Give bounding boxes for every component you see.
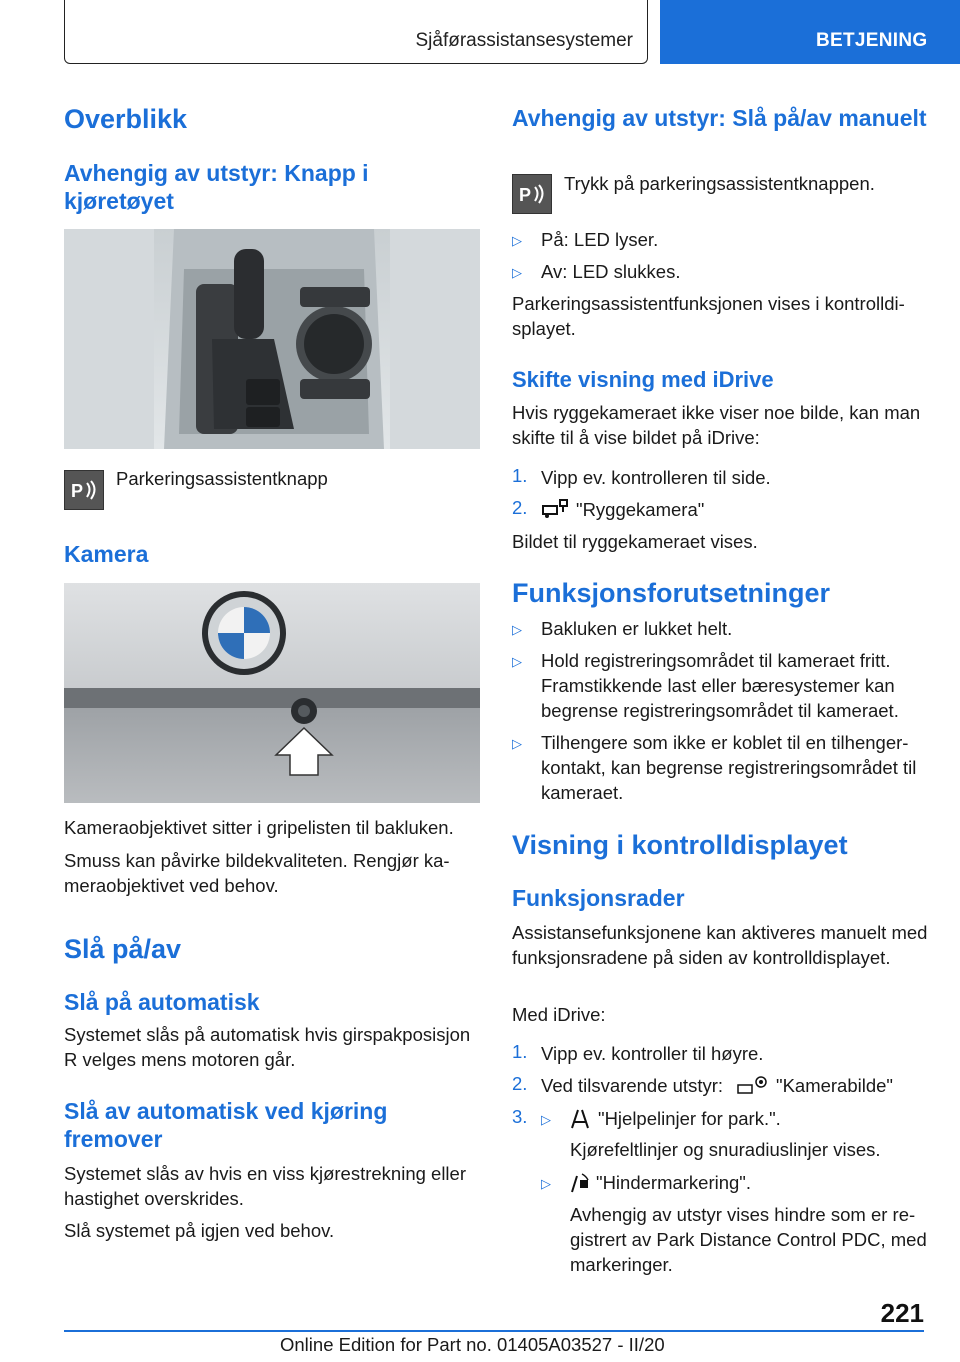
list-item: "Hindermarkering". — [596, 1172, 752, 1193]
triangle-bullet-icon: ▷ — [512, 654, 522, 669]
triangle-bullet-icon: ▷ — [541, 1176, 551, 1191]
step-number: 2. — [512, 497, 528, 518]
paragraph-funksjonsrader: Assistansefunksjonene kan aktiveres manuelt med funksjonsradene på siden av kontrolldisplayet. — [512, 922, 928, 968]
heading-av-automatisk: Slå av automatisk ved kjøring fremover — [64, 1098, 388, 1152]
paragraph-automatisk: Systemet slås på automatisk hvis girspakposisjon R velges mens motoren går. — [64, 1024, 471, 1070]
triangle-bullet-icon: ▷ — [512, 233, 522, 248]
paragraph-hinder: Avhengig av utstyr vises hindre som er registrert av Park Distance Control PDC, med markeringer. — [570, 1204, 927, 1275]
camera-photo — [64, 583, 480, 803]
heading-visning: Visning i kontrolldisplayet — [512, 830, 848, 860]
heading-button: Avhengig av utstyr: Knapp i kjøretøyet — [64, 160, 369, 214]
footer-divider — [64, 1330, 924, 1332]
page-number: 221 — [880, 1298, 924, 1328]
heading-slaa-paa-av: Slå på/av — [64, 934, 182, 964]
paragraph-kjorefelt: Kjørefeltlinjer og snuradiuslinjer vises. — [570, 1139, 881, 1160]
camera-settings-icon — [736, 1073, 770, 1102]
svg-text:P: P — [71, 481, 84, 501]
list-item: Av: LED slukkes. — [541, 261, 681, 282]
section-title: Sjåførassistansesystemer — [415, 30, 633, 51]
heading-manuelt: Avhengig av utstyr: Slå på/av manuelt — [512, 105, 927, 131]
parking-lines-icon — [568, 1106, 592, 1135]
console-photo — [64, 229, 480, 449]
paragraph-av-automatisk-1: Systemet slås av hvis en viss kjørestrekning eller hastighet overskrides. — [64, 1163, 466, 1209]
heading-funksjonsrader: Funksjonsrader — [512, 885, 685, 911]
heading-funksjonsforutsetninger: Funksjonsforutsetninger — [512, 578, 831, 608]
paragraph-av-automatisk-2: Slå systemet på igjen ved behov. — [64, 1220, 335, 1241]
footer-edition: Online Edition for Part no. 01405A03527 - II/20 — [280, 1334, 665, 1355]
list-item: Bakluken er lukket helt. — [541, 618, 733, 639]
chapter-title: BETJENING — [816, 30, 928, 51]
list-item: "Hjelpelinjer for park.". — [598, 1108, 781, 1129]
heading-skifte: Skifte visning med iDrive — [512, 367, 774, 392]
list-item: Vipp ev. kontrolleren til side. — [541, 467, 771, 488]
list-item: "Ryggekamera" — [576, 499, 705, 520]
triangle-bullet-icon: ▷ — [512, 265, 522, 280]
step-number: 2. — [512, 1073, 528, 1094]
list-item: Hold registreringsområdet til kameraet fritt. Framstikkende last eller bæresystemer kan begrense registreringsområdet til kameraet. — [541, 650, 899, 721]
list-item: Vipp ev. kontroller til høyre. — [541, 1043, 764, 1064]
caption-parking-button: Parkeringsassistentknapp — [116, 468, 328, 489]
obstacle-marker-icon — [568, 1170, 592, 1199]
paragraph-med-idrive: Med iDrive: — [512, 1004, 606, 1025]
svg-text:P: P — [519, 185, 532, 205]
list-item: På: LED lyser. — [541, 229, 659, 250]
parking-assistant-icon — [512, 174, 552, 214]
step-number: 1. — [512, 465, 528, 486]
paragraph-kamera-2: Smuss kan påvirke bildekvaliteten. Rengjør kameraobjektivet ved behov. — [64, 850, 450, 896]
list-item: Tilhengere som ikke er koblet til en tilhengerkontakt, kan begrense registreringsområdet til kameraet. — [541, 732, 917, 803]
triangle-bullet-icon: ▷ — [512, 736, 522, 751]
parking-assistant-icon — [64, 470, 104, 510]
paragraph-kamera-1: Kameraobjektivet sitter i gripelisten til bakluken. — [64, 817, 454, 838]
step-number: 3. — [512, 1106, 528, 1127]
rear-camera-icon — [541, 498, 569, 525]
header-section-box — [64, 0, 648, 64]
paragraph-trykk: Trykk på parkeringsassistentknappen. — [564, 173, 875, 194]
paragraph-skifte: Hvis ryggekameraet ikke viser noe bilde, kan man skifte til å vise bildet på iDrive: — [512, 402, 921, 448]
triangle-bullet-icon: ▷ — [512, 622, 522, 637]
paragraph-bildet: Bildet til ryggekameraet vises. — [512, 531, 758, 552]
list-item: Ved tilsvarende utstyr: — [541, 1075, 724, 1096]
list-item: "Kamerabilde" — [776, 1075, 893, 1096]
heading-kamera: Kamera — [64, 541, 149, 567]
step-number: 1. — [512, 1041, 528, 1062]
heading-automatisk: Slå på automatisk — [64, 989, 260, 1015]
header-chapter-box — [660, 0, 960, 64]
paragraph-vises: Parkeringsassistentfunksjonen vises i kontrolldisplayet. — [512, 293, 905, 339]
heading-overblikk: Overblikk — [64, 104, 188, 134]
triangle-bullet-icon: ▷ — [541, 1112, 551, 1127]
